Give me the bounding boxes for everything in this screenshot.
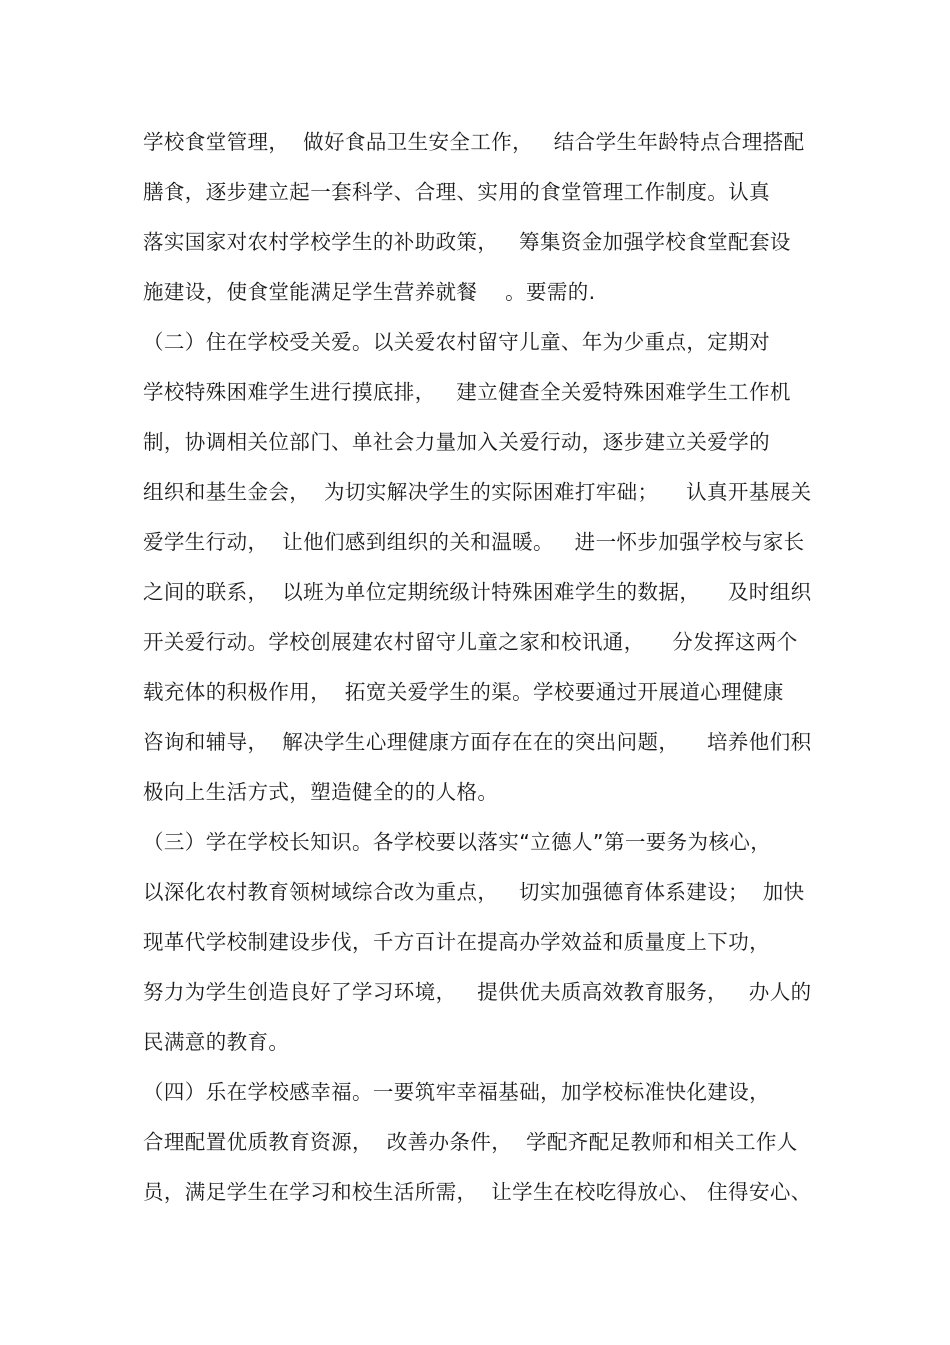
text-line: 组织和基生金会， 为切实解决学生的实际困难打牢础； 认真开基展关 — [143, 480, 812, 504]
text-line: 落实国家对农村学校学生的补助政策， 筹集资金加强学校食堂配套设 — [143, 230, 791, 254]
text-line: 民满意的教育。 — [143, 1030, 290, 1054]
text-line: 现革代学校制建设步伐，千方百计在提高办学效益和质量度上下功， — [143, 930, 770, 954]
paragraph-heading-line: （四）乐在学校感幸福。一要筑牢幸福基础，加学校标准快化建设， — [143, 1080, 770, 1104]
text-line: 爱学生行动， 让他们感到组织的关和温暖。 进一怀步加强学校与家长 — [143, 530, 805, 554]
text-line: 努力为学生创造良好了学习环境， 提供优夫质高效教育服务， 办人的 — [143, 980, 812, 1004]
text-line: 合理配置优质教育资源， 改善办条件， 学配齐配足教师和相关工作人 — [143, 1130, 798, 1154]
text-line: 咨询和辅导， 解决学生心理健康方面存在在的突出问题， 培养他们积 — [143, 730, 812, 754]
paragraph-heading-line: （二）住在学校受关爱。以关爱农村留守儿童、年为少重点，定期对 — [143, 330, 770, 354]
text-line: 膳食，逐步建立起一套科学、合理、实用的食堂管理工作制度。认真 — [143, 180, 770, 204]
text-line: 开关爱行动。学校创展建农村留守儿童之家和校讯通， 分发挥这两个 — [143, 630, 798, 654]
text-line: 学校食堂管理， 做好食品卫生安全工作， 结合学生年龄特点合理搭配 — [143, 130, 805, 154]
text-line: 施建设，使食堂能满足学生营养就餐 。要需的. — [143, 280, 596, 304]
paragraph-heading-line: （三）学在学校长知识。各学校要以落实“立德人”第一要务为核心， — [143, 830, 772, 854]
text-line: 以深化农村教育领树域综合改为重点， 切实加强德育体系建设； 加快 — [143, 880, 805, 904]
text-line: 员，满足学生在学习和校生活所需， 让学生在校吃得放心、 住得安心、 — [143, 1180, 812, 1204]
text-line: 学校特殊困难学生进行摸底排， 建立健查全关爱特殊困难学生工作机 — [143, 380, 791, 404]
body-text — [143, 124, 823, 1224]
text-line: 载充体的积极作用， 拓宽关爱学生的渠。学校要通过开展道心理健康 — [143, 680, 784, 704]
text-line: 制，协调相关位部门、单社会力量加入关爱行动，逐步建立关爱学的 — [143, 430, 770, 454]
text-line: 之间的联系， 以班为单位定期统级计特殊困难学生的数据， 及时组织 — [143, 580, 812, 604]
text-line: 极向上生活方式，塑造健全的的人格。 — [143, 780, 499, 804]
